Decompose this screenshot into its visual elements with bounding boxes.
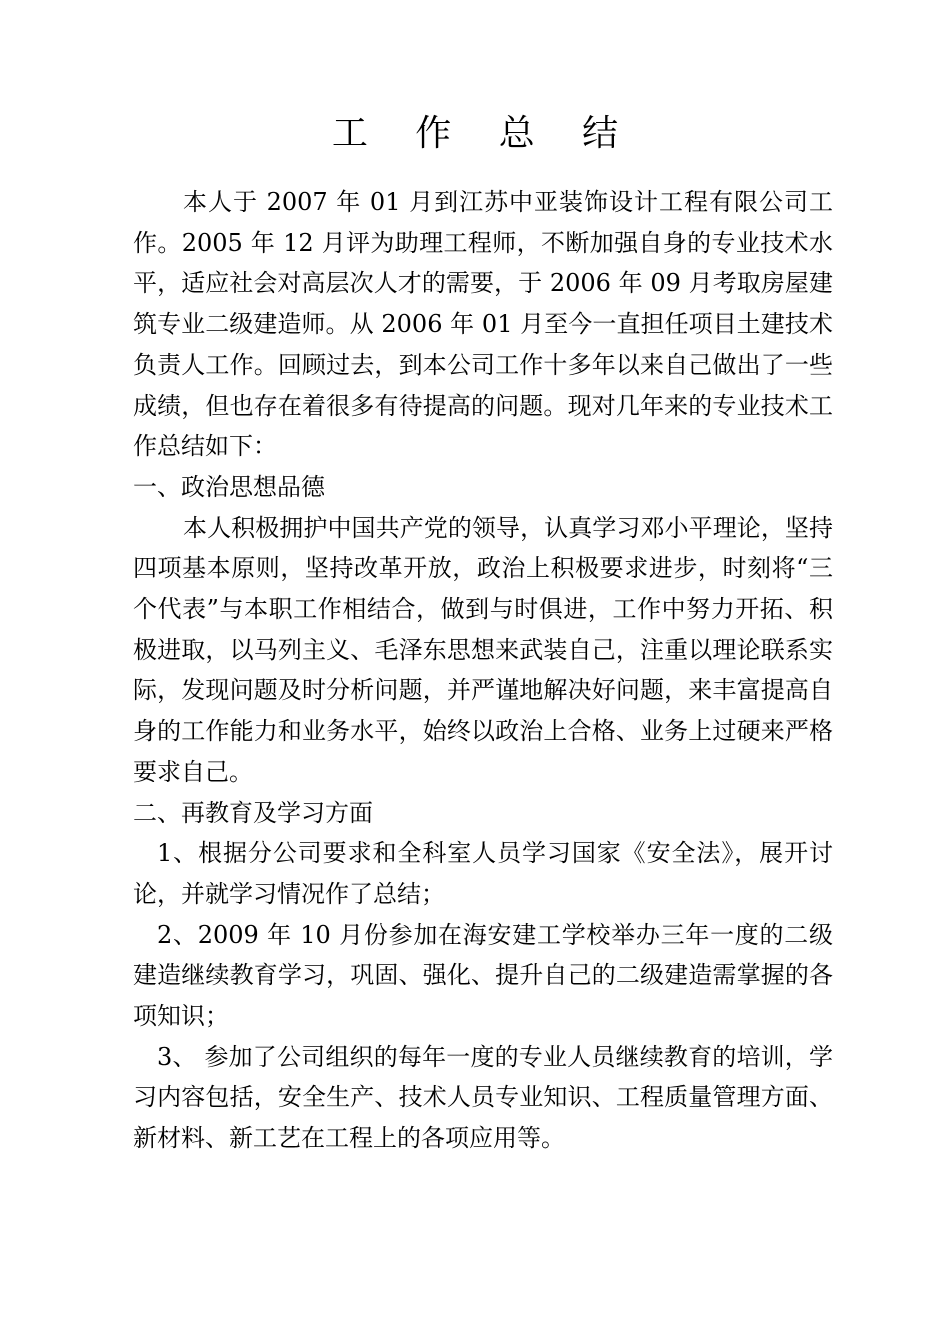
list-item: 1、根据分公司要求和全科室人员学习国家《安全法》，展开讨论，并就学习情况作了总结； — [133, 839, 833, 908]
section-heading-politics: 一、政治思想品德 — [133, 472, 325, 501]
document-body — [133, 182, 833, 1159]
intro-paragraph: 本人于 2007 年 01 月到江苏中亚装饰设计工程有限公司工作。2005 年 12 月评为助理工程师，不断加强自身的专业技术水平，适应社会对高层次人才的需要，于 2006 年 09 月考取房屋建筑专业二级建造师。从 2006 年 01 月至今一直担任项目土建技术负责人工作。回顾过去，到本公司工作十多年以来自己做出了一些成绩，但也存在着很多有待提高的问题。现对几年来的专业技术工作总结如下： — [133, 188, 833, 461]
section-paragraph-politics: 本人积极拥护中国共产党的领导，认真学习邓小平理论，坚持四项基本原则，坚持改革开放，政治上积极要求进步，时刻将“三个代表”与本职工作相结合，做到与时俱进，工作中努力开拓、积极进取，以马列主义、毛泽东思想来武装自己，注重以理论联系实际，发现问题及时分析问题，并严谨地解决好问题，来丰富提高自身的工作能力和业务水平，始终以政治上合格、业务上过硬来严格要求自己。 — [133, 513, 833, 786]
section-heading-education: 二、再教育及学习方面 — [133, 798, 373, 827]
list-item: 3、 参加了公司组织的每年一度的专业人员继续教育的培训，学习内容包括，安全生产、技术人员专业知识、工程质量管理方面、新材料、新工艺在工程上的各项应用等。 — [133, 1042, 833, 1153]
document-title: 工 作 总 结 — [331, 113, 637, 154]
list-item: 2、2009 年 10 月份参加在海安建工学校举办三年一度的二级建造继续教育学习，巩固、强化、提升自己的二级建造需掌握的各项知识； — [133, 920, 833, 1031]
